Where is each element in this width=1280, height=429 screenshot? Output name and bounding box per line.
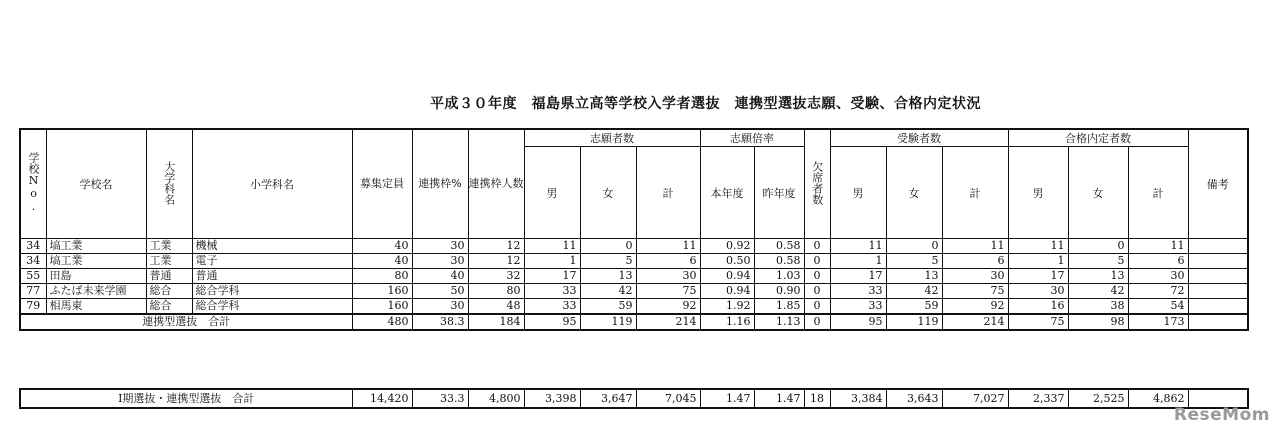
cell-rate-num: 12 <box>468 239 524 254</box>
cell-pass-male: 17 <box>1008 269 1068 284</box>
cell-app-male: 11 <box>524 239 580 254</box>
cell-capacity: 14,420 <box>352 389 412 408</box>
cell-pass-total: 30 <box>1128 269 1188 284</box>
table-row <box>20 299 1248 315</box>
header-passed: 合格内定者数 <box>1008 129 1188 147</box>
cell-exam-male: 11 <box>830 239 886 254</box>
summary-row <box>20 389 1248 408</box>
cell-exam-male: 17 <box>830 269 886 284</box>
cell-absent: 0 <box>804 314 830 330</box>
cell-exam-male: 33 <box>830 299 886 315</box>
cell-exam-total: 92 <box>942 299 1008 315</box>
header-last-year: 昨年度 <box>754 147 804 239</box>
cell-pass-female: 0 <box>1068 239 1128 254</box>
cell-dept: 総合 <box>146 284 192 299</box>
cell-app-male: 3,398 <box>524 389 580 408</box>
cell-app-total: 11 <box>636 239 700 254</box>
cell-capacity: 160 <box>352 299 412 315</box>
cell-app-female: 3,647 <box>580 389 636 408</box>
header-female: 女 <box>886 147 942 239</box>
cell-remarks <box>1188 314 1248 330</box>
cell-exam-total: 75 <box>942 284 1008 299</box>
cell-pass-total: 173 <box>1128 314 1188 330</box>
cell-capacity: 80 <box>352 269 412 284</box>
cell-dept: 工業 <box>146 254 192 269</box>
cell-pass-female: 38 <box>1068 299 1128 315</box>
cell-app-female: 119 <box>580 314 636 330</box>
cell-pass-total: 4,862 <box>1128 389 1188 408</box>
cell-app-male: 95 <box>524 314 580 330</box>
cell-ratio-this: 0.50 <box>700 254 754 269</box>
page-title: 平成３０年度 福島県立高等学校入学者選抜 連携型選抜志願、受験、合格内定状況 <box>430 96 981 112</box>
cell-rate-num: 4,800 <box>468 389 524 408</box>
cell-remarks <box>1188 254 1248 269</box>
summary-table <box>19 388 1249 409</box>
cell-exam-female: 0 <box>886 239 942 254</box>
header-male: 男 <box>830 147 886 239</box>
cell-exam-total: 214 <box>942 314 1008 330</box>
cell-ratio-last: 1.85 <box>754 299 804 315</box>
cell-pass-female: 2,525 <box>1068 389 1128 408</box>
cell-absent: 0 <box>804 254 830 269</box>
cell-ratio-this: 0.94 <box>700 269 754 284</box>
cell-app-male: 33 <box>524 299 580 315</box>
cell-pass-male: 1 <box>1008 254 1068 269</box>
cell-subdept: 機械 <box>192 239 352 254</box>
cell-rate-num: 48 <box>468 299 524 315</box>
cell-remarks <box>1188 239 1248 254</box>
cell-app-male: 1 <box>524 254 580 269</box>
total-row <box>20 314 1248 330</box>
cell-exam-female: 42 <box>886 284 942 299</box>
cell-exam-female: 13 <box>886 269 942 284</box>
cell-exam-total: 7,027 <box>942 389 1008 408</box>
cell-pass-female: 42 <box>1068 284 1128 299</box>
cell-rate-num: 80 <box>468 284 524 299</box>
cell-absent: 0 <box>804 284 830 299</box>
header-rate-num: 連携枠人数 <box>468 129 524 239</box>
cell-rate-pct: 38.3 <box>412 314 468 330</box>
cell-pass-total: 54 <box>1128 299 1188 315</box>
cell-absent: 0 <box>804 269 830 284</box>
cell-app-total: 92 <box>636 299 700 315</box>
cell-app-total: 7,045 <box>636 389 700 408</box>
cell-absent: 18 <box>804 389 830 408</box>
cell-exam-female: 3,643 <box>886 389 942 408</box>
cell-school-name: ふたば未来学園 <box>46 284 146 299</box>
cell-app-female: 59 <box>580 299 636 315</box>
cell-exam-female: 119 <box>886 314 942 330</box>
cell-rate-pct: 30 <box>412 299 468 315</box>
cell-ratio-last: 0.58 <box>754 254 804 269</box>
header-examinees: 受験者数 <box>830 129 1008 147</box>
cell-app-male: 17 <box>524 269 580 284</box>
cell-ratio-last: 1.03 <box>754 269 804 284</box>
selection-table <box>19 128 1249 331</box>
cell-remarks <box>1188 269 1248 284</box>
cell-exam-female: 59 <box>886 299 942 315</box>
cell-app-total: 6 <box>636 254 700 269</box>
cell-capacity: 160 <box>352 284 412 299</box>
cell-subdept: 総合学科 <box>192 299 352 315</box>
cell-remarks <box>1188 299 1248 315</box>
header-subdept: 小学科名 <box>192 129 352 239</box>
cell-school-no: 55 <box>20 269 46 284</box>
header-school-no: 学校No. <box>20 129 46 239</box>
header-capacity: 募集定員 <box>352 129 412 239</box>
header-school-name: 学校名 <box>46 129 146 239</box>
cell-dept: 工業 <box>146 239 192 254</box>
cell-dept: 総合 <box>146 299 192 315</box>
cell-ratio-last: 0.58 <box>754 239 804 254</box>
cell-school-name: 塙工業 <box>46 239 146 254</box>
cell-exam-male: 3,384 <box>830 389 886 408</box>
cell-exam-total: 6 <box>942 254 1008 269</box>
cell-ratio-last: 0.90 <box>754 284 804 299</box>
cell-ratio-this: 1.16 <box>700 314 754 330</box>
header-applicants: 志願者数 <box>524 129 700 147</box>
cell-pass-male: 11 <box>1008 239 1068 254</box>
cell-remarks <box>1188 284 1248 299</box>
cell-pass-male: 16 <box>1008 299 1068 315</box>
cell-rate-pct: 50 <box>412 284 468 299</box>
cell-school-no: 79 <box>20 299 46 315</box>
cell-app-female: 0 <box>580 239 636 254</box>
header-male: 男 <box>1008 147 1068 239</box>
cell-capacity: 40 <box>352 254 412 269</box>
cell-pass-female: 5 <box>1068 254 1128 269</box>
summary-label: Ⅰ期選抜・連携型選抜 合計 <box>20 389 352 408</box>
cell-pass-female: 13 <box>1068 269 1128 284</box>
cell-ratio-last: 1.47 <box>754 389 804 408</box>
header-ratio: 志願倍率 <box>700 129 804 147</box>
cell-absent: 0 <box>804 299 830 315</box>
cell-rate-pct: 33.3 <box>412 389 468 408</box>
cell-app-female: 5 <box>580 254 636 269</box>
header-remarks: 備考 <box>1188 129 1248 239</box>
header-absent: 欠席者数 <box>804 129 830 239</box>
total-label: 連携型選抜 合計 <box>20 314 352 330</box>
cell-exam-male: 1 <box>830 254 886 269</box>
cell-app-total: 30 <box>636 269 700 284</box>
table-row <box>20 254 1248 269</box>
cell-rate-num: 12 <box>468 254 524 269</box>
cell-rate-pct: 30 <box>412 239 468 254</box>
cell-pass-total: 11 <box>1128 239 1188 254</box>
cell-rate-num: 32 <box>468 269 524 284</box>
header-male: 男 <box>524 147 580 239</box>
cell-ratio-this: 1.92 <box>700 299 754 315</box>
cell-subdept: 電子 <box>192 254 352 269</box>
header-total: 計 <box>636 147 700 239</box>
table-row <box>20 269 1248 284</box>
cell-school-no: 34 <box>20 239 46 254</box>
cell-ratio-last: 1.13 <box>754 314 804 330</box>
header-female: 女 <box>1068 147 1128 239</box>
cell-rate-num: 184 <box>468 314 524 330</box>
cell-pass-female: 98 <box>1068 314 1128 330</box>
cell-app-total: 75 <box>636 284 700 299</box>
header-rate-pct: 連携枠% <box>412 129 468 239</box>
cell-exam-male: 33 <box>830 284 886 299</box>
cell-ratio-this: 0.92 <box>700 239 754 254</box>
table-row <box>20 284 1248 299</box>
cell-app-female: 13 <box>580 269 636 284</box>
cell-capacity: 480 <box>352 314 412 330</box>
cell-pass-male: 2,337 <box>1008 389 1068 408</box>
cell-pass-total: 72 <box>1128 284 1188 299</box>
cell-ratio-this: 1.47 <box>700 389 754 408</box>
header-total: 計 <box>942 147 1008 239</box>
cell-subdept: 普通 <box>192 269 352 284</box>
cell-dept: 普通 <box>146 269 192 284</box>
cell-pass-total: 6 <box>1128 254 1188 269</box>
cell-rate-pct: 30 <box>412 254 468 269</box>
cell-pass-male: 75 <box>1008 314 1068 330</box>
header-this-year: 本年度 <box>700 147 754 239</box>
cell-school-name: 塙工業 <box>46 254 146 269</box>
table-row <box>20 239 1248 254</box>
cell-absent: 0 <box>804 239 830 254</box>
header-dept: 大学科名 <box>146 129 192 239</box>
cell-app-female: 42 <box>580 284 636 299</box>
cell-school-no: 77 <box>20 284 46 299</box>
cell-app-total: 214 <box>636 314 700 330</box>
watermark-logo: ReseMom <box>1173 405 1270 425</box>
header-female: 女 <box>580 147 636 239</box>
cell-exam-female: 5 <box>886 254 942 269</box>
cell-school-name: 相馬東 <box>46 299 146 315</box>
header-total: 計 <box>1128 147 1188 239</box>
cell-capacity: 40 <box>352 239 412 254</box>
cell-school-no: 34 <box>20 254 46 269</box>
cell-exam-total: 30 <box>942 269 1008 284</box>
cell-pass-male: 30 <box>1008 284 1068 299</box>
cell-subdept: 総合学科 <box>192 284 352 299</box>
cell-app-male: 33 <box>524 284 580 299</box>
cell-exam-male: 95 <box>830 314 886 330</box>
cell-exam-total: 11 <box>942 239 1008 254</box>
cell-school-name: 田島 <box>46 269 146 284</box>
cell-rate-pct: 40 <box>412 269 468 284</box>
cell-ratio-this: 0.94 <box>700 284 754 299</box>
